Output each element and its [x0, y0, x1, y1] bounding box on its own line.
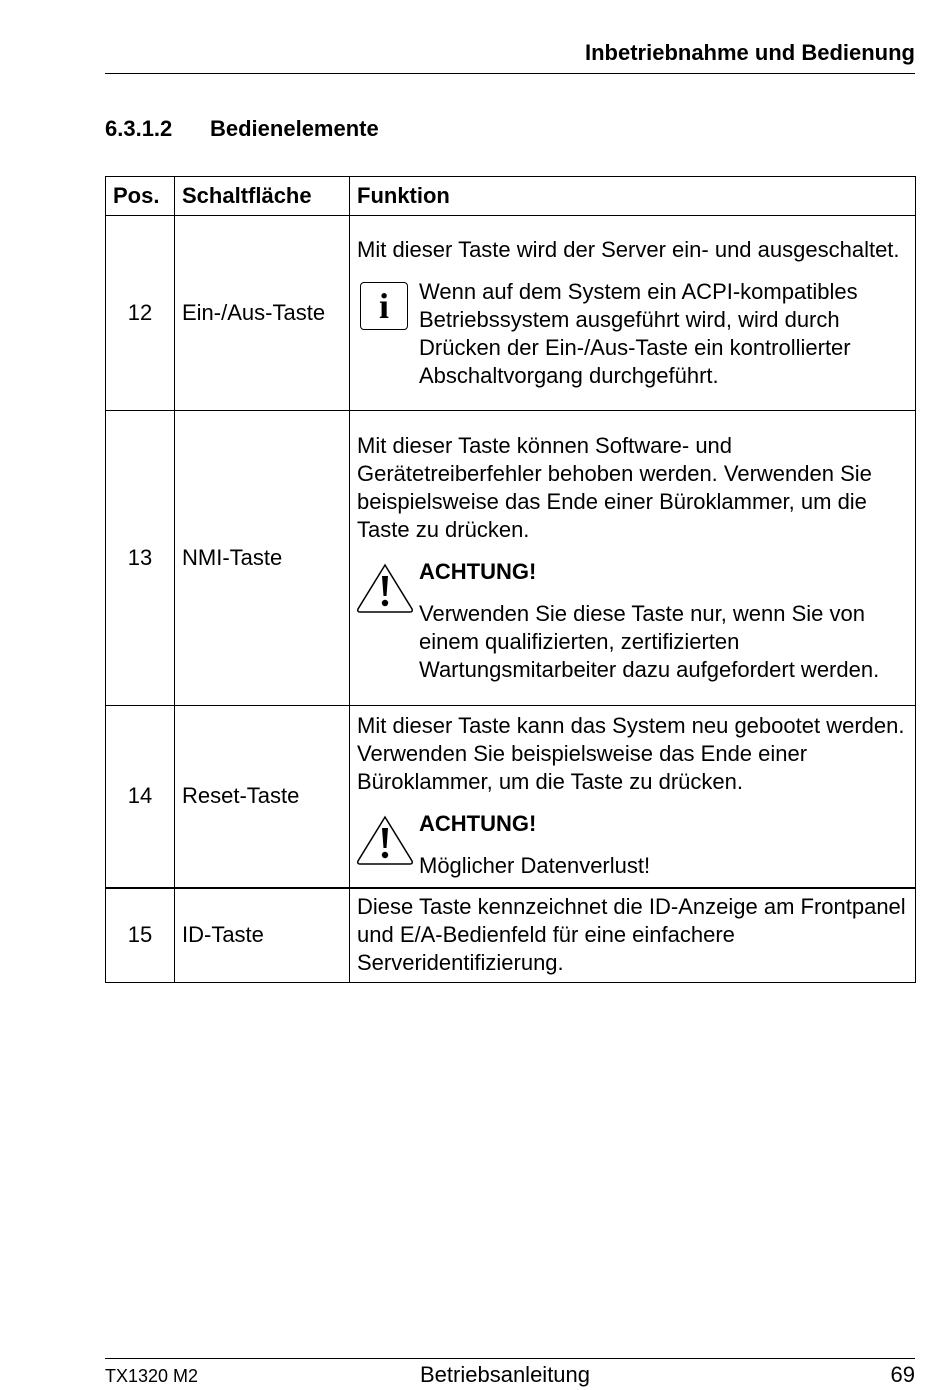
note-text: Wenn auf dem System ein ACPI-kompatibles Betriebssystem ausgeführt wird, wird durch Drücken der Ein-/Aus-Taste ein kontrollierter Abschaltvorgang durchgeführt.: [419, 279, 858, 388]
warning-icon: [355, 562, 415, 616]
row-button-name: Reset-Taste: [175, 706, 350, 888]
section-title: Bedienelemente: [210, 116, 379, 141]
row-function: [350, 706, 916, 888]
table-row: [106, 411, 916, 706]
controls-table: [105, 176, 916, 983]
section-number: 6.3.1.2: [105, 116, 173, 141]
info-icon: i: [360, 282, 408, 330]
warning-heading: ACHTUNG!: [419, 811, 537, 837]
footer-model: TX1320 M2: [105, 1366, 199, 1386]
table-header-row: [106, 177, 916, 216]
info-note: [357, 278, 908, 390]
function-text: Mit dieser Taste wird der Server ein- und ausgeschaltet.: [357, 237, 900, 262]
column-header-pos: Pos.: [106, 177, 175, 216]
row-pos: 13: [106, 411, 175, 706]
table-row: [106, 706, 916, 888]
footer-divider: [105, 1358, 915, 1359]
row-pos: 12: [106, 216, 175, 411]
footer-document-title: Betriebsanleitung: [420, 1362, 591, 1387]
warning-icon: [355, 814, 415, 868]
function-text: Mit dieser Taste können Software- und Gerätetreiberfehler behoben werden. Verwenden Sie beispielsweise das Ende einer Büroklammer, um die Taste zu drücken.: [357, 433, 872, 542]
table-row: [106, 216, 916, 411]
row-function: [350, 411, 916, 706]
row-button-name: ID-Taste: [175, 888, 350, 983]
page-number: 69: [890, 1362, 915, 1387]
header-divider: [105, 73, 915, 74]
warning-note: [357, 558, 908, 684]
row-function: [350, 888, 916, 983]
section-heading: [105, 116, 379, 142]
column-header-button: Schaltfläche: [175, 177, 350, 216]
warning-note: [357, 810, 908, 880]
page-header-title: Inbetriebnahme und Bedienung: [584, 40, 915, 65]
function-text: Diese Taste kennzeichnet die ID-Anzeige am Frontpanel und E/A-Bedienfeld für eine einfachere Serveridentifizierung.: [357, 894, 906, 976]
note-text: Verwenden Sie diese Taste nur, wenn Sie von einem qualifizierten, zertifizierten Wartungsmitarbeiter dazu aufgefordert werden.: [419, 601, 880, 682]
column-header-function: Funktion: [350, 177, 916, 216]
function-text: Mit dieser Taste kann das System neu gebootet werden. Verwenden Sie beispielsweise das Ende einer Büroklammer, um die Taste zu drücken.: [357, 713, 905, 795]
row-function: [350, 216, 916, 411]
table-row: [106, 888, 916, 983]
row-pos: 15: [106, 888, 175, 983]
row-pos: 14: [106, 706, 175, 888]
note-text: Möglicher Datenverlust!: [419, 853, 651, 879]
warning-heading: ACHTUNG!: [419, 559, 537, 584]
row-button-name: NMI-Taste: [175, 411, 350, 706]
row-button-name: Ein-/Aus-Taste: [175, 216, 350, 411]
